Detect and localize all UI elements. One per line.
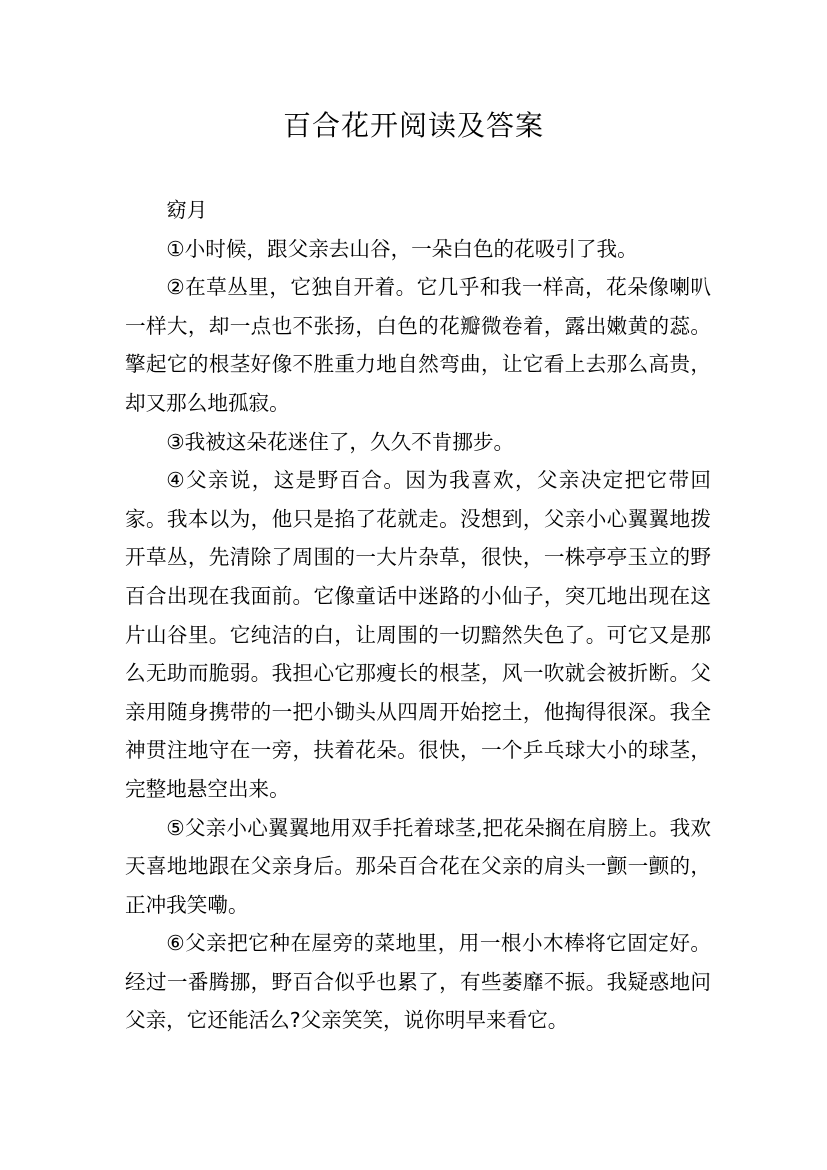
document-title: 百合花开阅读及答案 [282,109,544,142]
paragraph-2: ②在草丛里，它独自开着。它几乎和我一样高，花朵像喇叭一样大，却一点也不张扬，白色的花瓣微卷着，露出嫩黄的蕊。擎起它的根茎好像不胜重力地自然弯曲，让它看上去那么高贵，却又那么地孤寂。 [125,275,711,415]
paragraph-3: ③我被这朵花迷住了，久久不肯挪步。 [166,429,515,454]
paragraph-4: ④父亲说，这是野百合。因为我喜欢，父亲决定把它带回家。我本以为，他只是掐了花就走。没想到，父亲小心翼翼地拨开草丛，先清除了周围的一大片杂草，很快，一株亭亭玉立的野百合出现在我面前。它像童话中迷路的小仙子，突兀地出现在这片山谷里。它纯洁的白，让周围的一切黯然失色了。可它又是那么无助而脆弱。我担心它那瘦长的根茎，风一吹就会被折断。父亲用随身携带的一把小锄头从四周开始挖土，他掏得很深。我全神贯注地守在一旁，扶着花朵。很快，一个乒乓球大小的球茎，完整地悬空出来。 [125,468,711,801]
paragraph-1: ①小时候，跟父亲去山谷，一朵白色的花吸引了我。 [166,236,638,261]
document-body [125,191,711,1040]
paragraph-5: ⑤父亲小心翼翼地用双手托着球茎,把花朵搁在肩膀上。我欢天喜地地跟在父亲身后。那朵百合花在父亲的肩头一颤一颤的，正冲我笑嘞。 [125,815,711,917]
author-line: 窈月 [166,198,208,222]
paragraph-6: ⑥父亲把它种在屋旁的菜地里，用一根小木棒将它固定好。经过一番腾挪，野百合似乎也累了，有些萎靡不振。我疑惑地问父亲，它还能活么?父亲笑笑，说你明早来看它。 [125,931,711,1033]
